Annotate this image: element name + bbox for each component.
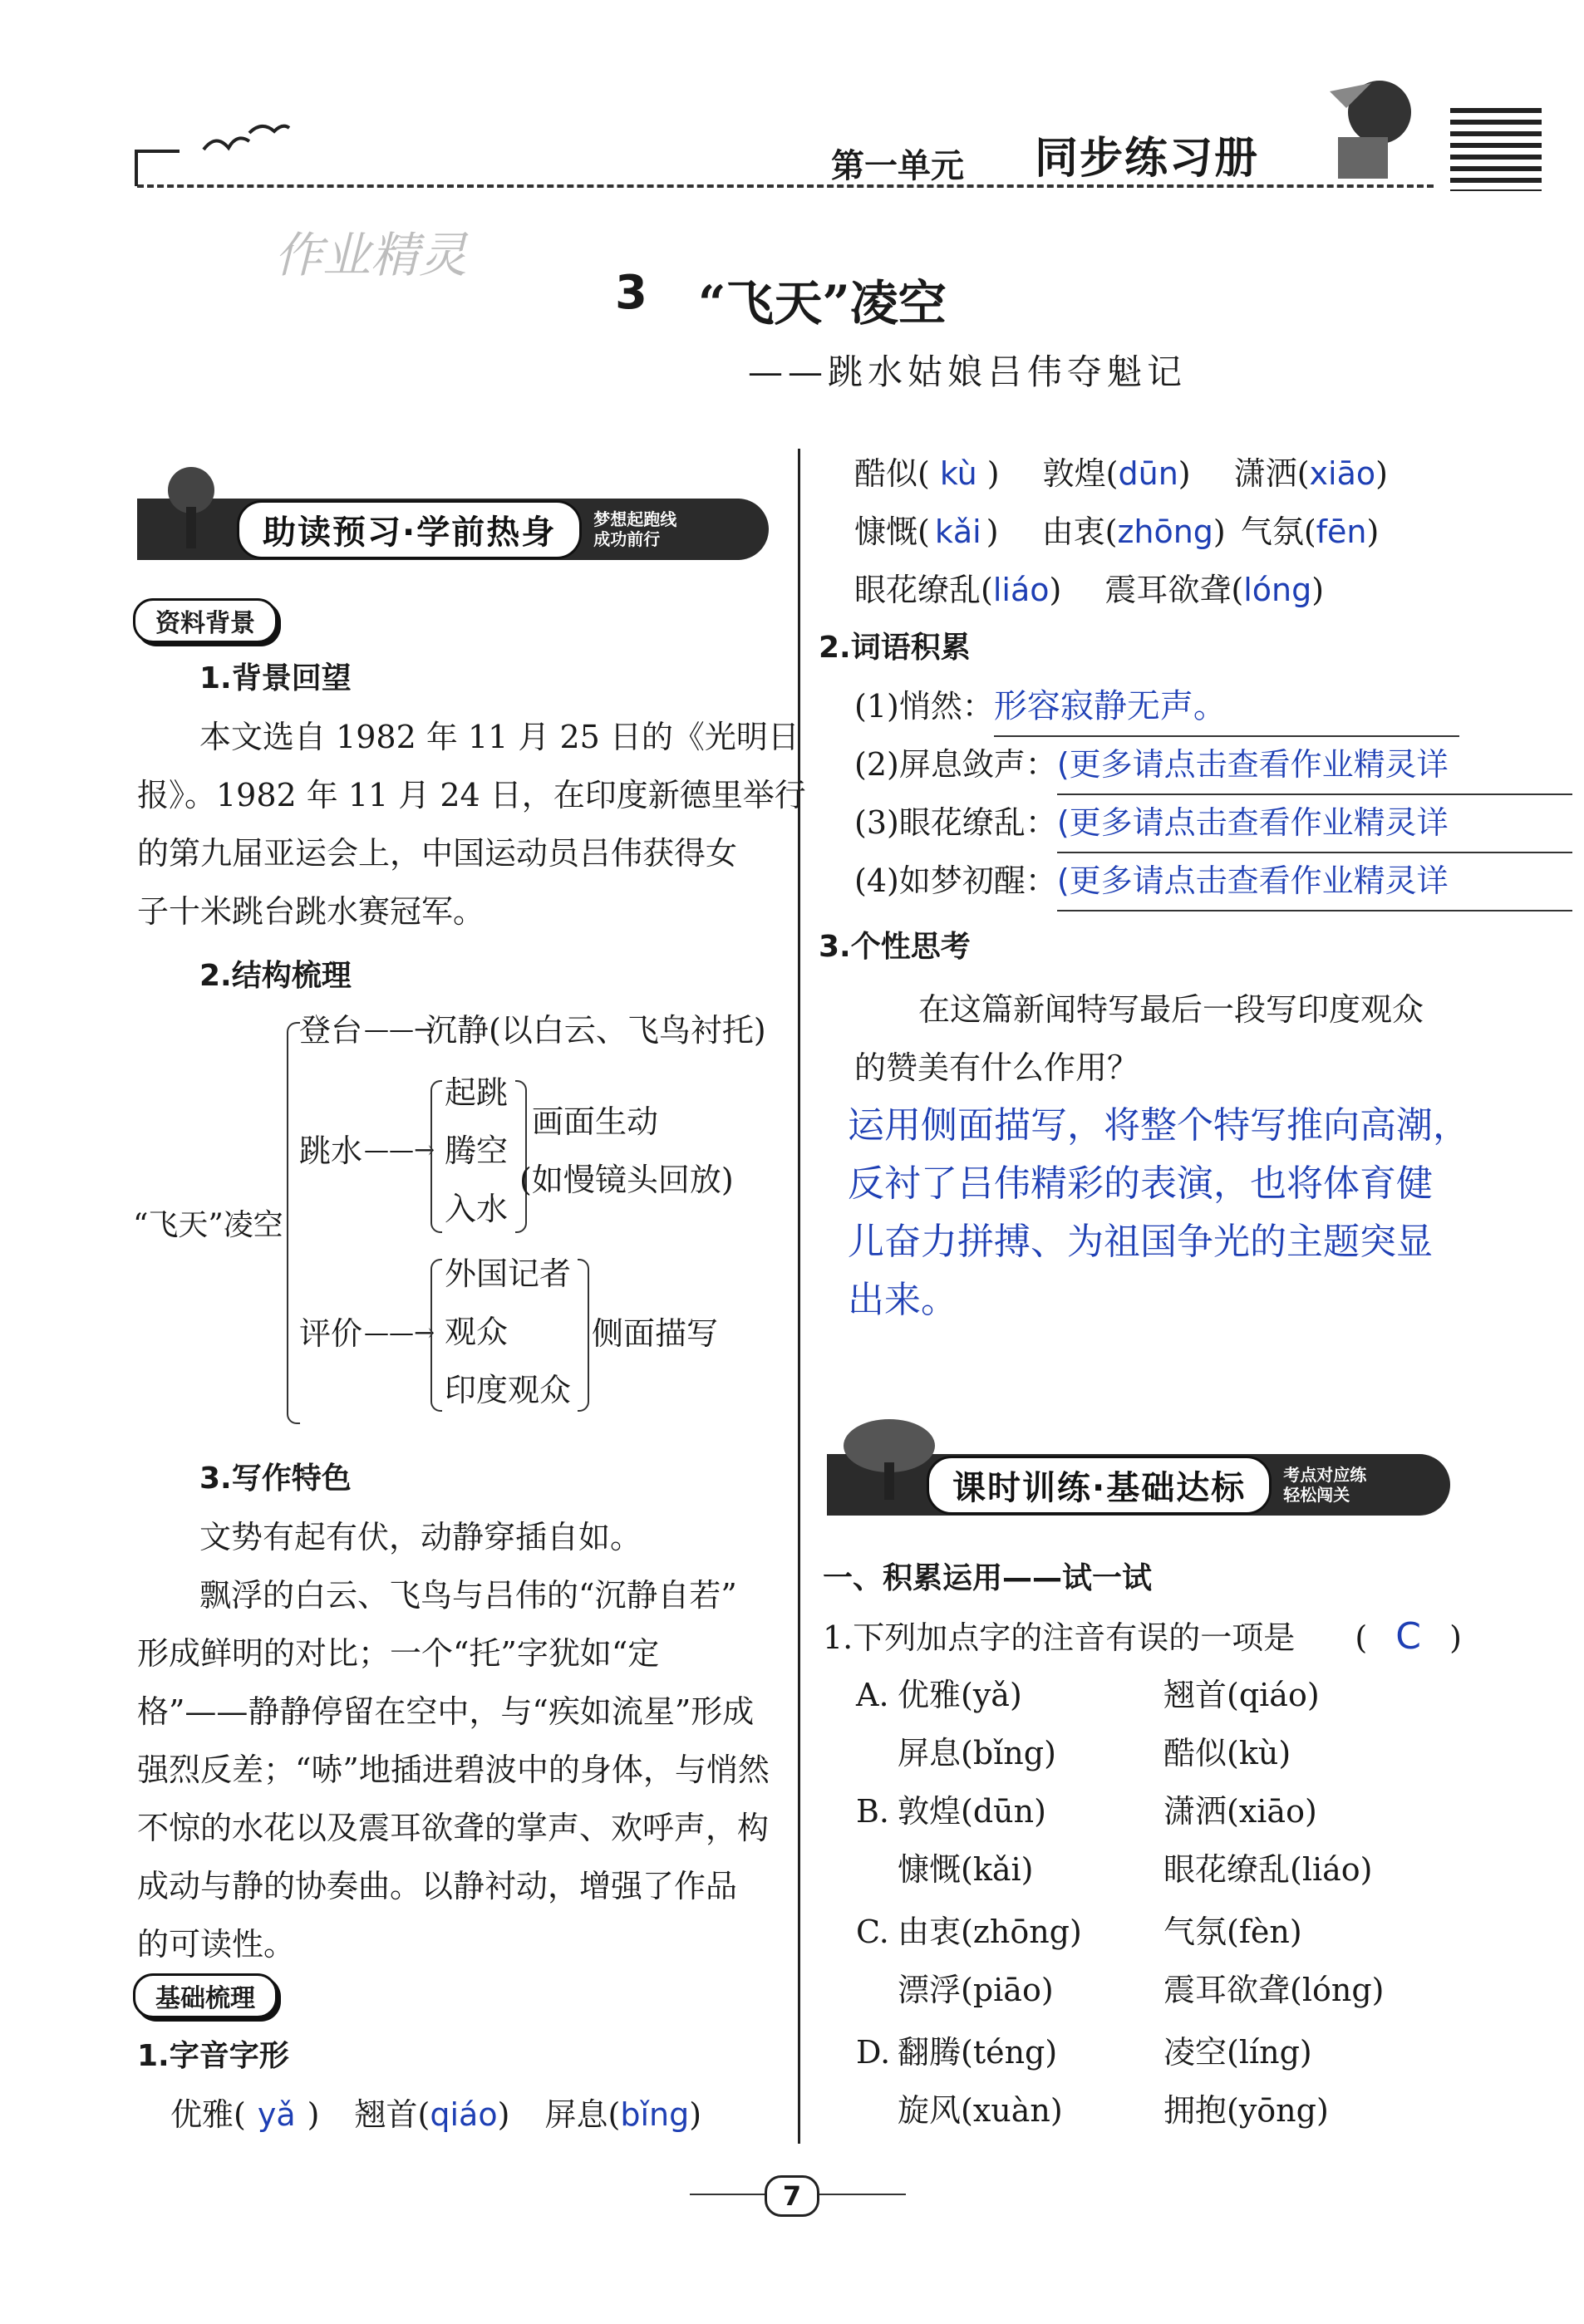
lesson-subtitle: ——跳水姑娘吕伟夺魁记	[748, 351, 1188, 392]
pinyin-row-4	[854, 561, 1324, 619]
question-1-paren-left: (	[1355, 1619, 1368, 1656]
question-1-answer: C	[1395, 1615, 1422, 1658]
option-b-2: 潇洒(xiāo)	[1163, 1793, 1317, 1830]
vocab-item-1: (1)悄然：形容寂静无声。	[854, 677, 1459, 737]
tree-b2-result-2: (如慢镜头回放)	[519, 1162, 734, 1198]
header-stripes	[1450, 108, 1542, 191]
think-answer-2: 反衬了吕伟精彩的表演，也将体育健	[848, 1162, 1433, 1205]
pinyin-item: 气氛(fēn)	[1240, 513, 1380, 550]
banner-preview-title: 助读预习·学前热身	[237, 500, 582, 559]
think-answer-3: 儿奋力拼搏、为祖国争光的主题突显	[848, 1221, 1433, 1263]
style-line-1: 文势有起有伏，动静穿插自如。	[199, 1519, 642, 1555]
tag-background: 资料背景	[133, 598, 278, 643]
tree-b3-result: 侧面描写	[592, 1315, 719, 1352]
style-line-4: 格”——静静停留在空中，与“疾如流星”形成	[137, 1693, 755, 1730]
watermark: 作业精灵	[274, 227, 468, 283]
pinyin-row-2	[854, 445, 1388, 503]
option-b-1: 敦煌(dūn)	[898, 1793, 1046, 1830]
pinyin-item: 酷似( kù )	[854, 455, 1000, 492]
tree-b2: 跳水	[299, 1133, 363, 1169]
globe-icon	[1321, 75, 1421, 186]
style-line-2: 飘浮的白云、飞鸟与吕伟的“沉静自若”	[199, 1577, 737, 1614]
question-1	[823, 1608, 1462, 1667]
tree-b3-arrow: ——→	[364, 1319, 435, 1348]
birds-icon	[199, 116, 291, 170]
pinyin-row-1	[170, 2086, 701, 2144]
style-line-7: 成动与静的协奏曲。以静衬动，增强了作品	[137, 1868, 738, 1904]
style-line-6: 不惊的水花以及震耳欲聋的掌声、欢呼声，构	[137, 1810, 770, 1846]
question-1-text: 1.下列加点字的注音有误的一项是	[823, 1619, 1296, 1656]
section-think-head: 3.个性思考	[819, 930, 971, 964]
tree-b2-item-2: 腾空	[445, 1133, 509, 1169]
banner-preview-side2: 成功前行	[593, 529, 661, 549]
question-1-paren-right: )	[1449, 1619, 1462, 1656]
background-line-3: 的第九届亚运会上，中国运动员吕伟获得女	[137, 835, 738, 872]
think-answer-4: 出来。	[848, 1279, 957, 1321]
think-question-2: 的赞美有什么作用？	[854, 1049, 1139, 1086]
tree-b3-item-1: 外国记者	[445, 1255, 572, 1292]
option-b-3: 慷慨(kǎi)	[898, 1851, 1034, 1888]
option-c-label: C.	[856, 1914, 889, 1950]
tree-b2-item-3: 入水	[445, 1191, 509, 1227]
option-a-2: 翘首(qiáo)	[1163, 1677, 1320, 1713]
banner-training-side2: 轻松闯关	[1283, 1485, 1350, 1505]
option-a-4: 酷似(kù)	[1163, 1735, 1291, 1771]
pinyin-item: 由衷(zhōng)	[1041, 513, 1226, 550]
pinyin-item: 优雅( yǎ )	[170, 2096, 320, 2133]
option-c-2: 气氛(fèn)	[1163, 1914, 1302, 1950]
tree-brace-b2	[430, 1080, 442, 1233]
option-b-4: 眼花缭乱(liáo)	[1163, 1851, 1373, 1888]
section-style-head: 3.写作特色	[199, 1462, 352, 1496]
tag-basics: 基础梳理	[133, 1973, 278, 2018]
column-divider	[798, 449, 800, 2144]
tree-b2-result-1: 画面生动	[532, 1103, 659, 1140]
vocab-item-3: (3)眼花缭乱：(更多请点击查看作业精灵详	[854, 794, 1572, 853]
option-c-4: 震耳欲聋(lóng)	[1163, 1972, 1385, 2008]
section-pinyin-head: 1.字音字形	[137, 2039, 289, 2073]
section-vocab-head: 2.词语积累	[819, 631, 971, 665]
pinyin-item: 眼花缭乱(liáo)	[854, 572, 1062, 608]
option-a-1: 优雅(yǎ)	[898, 1677, 1022, 1713]
header-unit: 第一单元	[831, 147, 964, 185]
option-b-label: B.	[856, 1793, 890, 1830]
tree-b1-result: 沉静(以白云、飞鸟衬托)	[426, 1012, 766, 1049]
header-book-title: 同步练习册	[1035, 134, 1260, 184]
vocab-item-4: (4)如梦初醒：(更多请点击查看作业精灵详	[854, 852, 1572, 911]
option-c-1: 由衷(zhōng)	[898, 1914, 1082, 1950]
style-line-5: 强烈反差；“哧”地插进碧波中的身体，与悄然	[137, 1752, 770, 1788]
option-d-3: 旋风(xuàn)	[898, 2092, 1063, 2129]
header-dot-icon	[135, 150, 180, 186]
tree-brace-main	[287, 1022, 300, 1424]
vocab-item-2: (2)屏息敛声：(更多请点击查看作业精灵详	[854, 735, 1572, 795]
pinyin-item: 敦煌(dūn)	[1042, 455, 1191, 492]
tree-icon-2	[839, 1413, 939, 1507]
tree-b2-arrow: ——→	[364, 1136, 435, 1165]
background-line-4: 子十米跳台跳水赛冠军。	[137, 893, 485, 930]
tree-b1-arrow: ——→	[364, 1015, 435, 1044]
pinyin-row-3	[854, 503, 1379, 561]
pinyin-item: 屏息(bǐng)	[544, 2096, 702, 2133]
pinyin-item: 震耳欲聋(lóng)	[1104, 572, 1325, 608]
style-line-8: 的可读性。	[137, 1926, 296, 1963]
lesson-number: 3	[615, 266, 647, 320]
tree-rbrace-b3	[578, 1259, 589, 1412]
pinyin-item: 慷慨( kǎi )	[854, 513, 999, 550]
banner-preview-side1: 梦想起跑线	[593, 509, 677, 529]
banner-training-side1: 考点对应练	[1283, 1465, 1367, 1485]
tree-root: “飞天”凌空	[133, 1208, 283, 1242]
tree-b1: 登台	[299, 1012, 363, 1049]
pinyin-item: 潇洒(xiāo)	[1233, 455, 1388, 492]
section-structure-head: 2.结构梳理	[199, 959, 352, 993]
lesson-title: “飞天”凌空	[698, 275, 947, 332]
option-d-label: D.	[856, 2034, 891, 2071]
think-question-1: 在这篇新闻特写最后一段写印度观众	[918, 991, 1424, 1028]
tree-icon	[150, 461, 233, 556]
option-c-3: 漂浮(piāo)	[898, 1972, 1054, 2008]
option-d-1: 翻腾(téng)	[898, 2034, 1058, 2071]
option-a-3: 屏息(bǐng)	[898, 1735, 1056, 1771]
tree-b3: 评价	[299, 1315, 363, 1352]
tree-b3-item-3: 印度观众	[445, 1372, 572, 1408]
tree-brace-b3	[430, 1259, 442, 1412]
page-number: 7	[765, 2175, 819, 2217]
option-a-label: A.	[856, 1677, 889, 1713]
pinyin-item: 翘首(qiáo)	[354, 2096, 510, 2133]
style-line-3: 形成鲜明的对比；一个“托”字犹如“定	[137, 1635, 660, 1672]
section-background-head: 1.背景回望	[199, 661, 352, 695]
tree-b3-item-2: 观众	[445, 1314, 509, 1350]
option-d-4: 拥抱(yōng)	[1163, 2092, 1329, 2129]
think-answer-1: 运用侧面描写，将整个特写推向高潮，	[848, 1104, 1469, 1147]
tree-b2-item-1: 起跳	[445, 1074, 509, 1111]
background-line-1: 本文选自 1982 年 11 月 25 日的《光明日	[199, 719, 799, 755]
background-line-2: 报》。1982 年 11 月 24 日，在印度新德里举行	[137, 777, 806, 813]
banner-training-title: 课时训练·基础达标	[927, 1456, 1272, 1515]
option-d-2: 凌空(líng)	[1163, 2034, 1312, 2071]
exercise-section-head: 一、积累运用——试一试	[823, 1561, 1153, 1595]
